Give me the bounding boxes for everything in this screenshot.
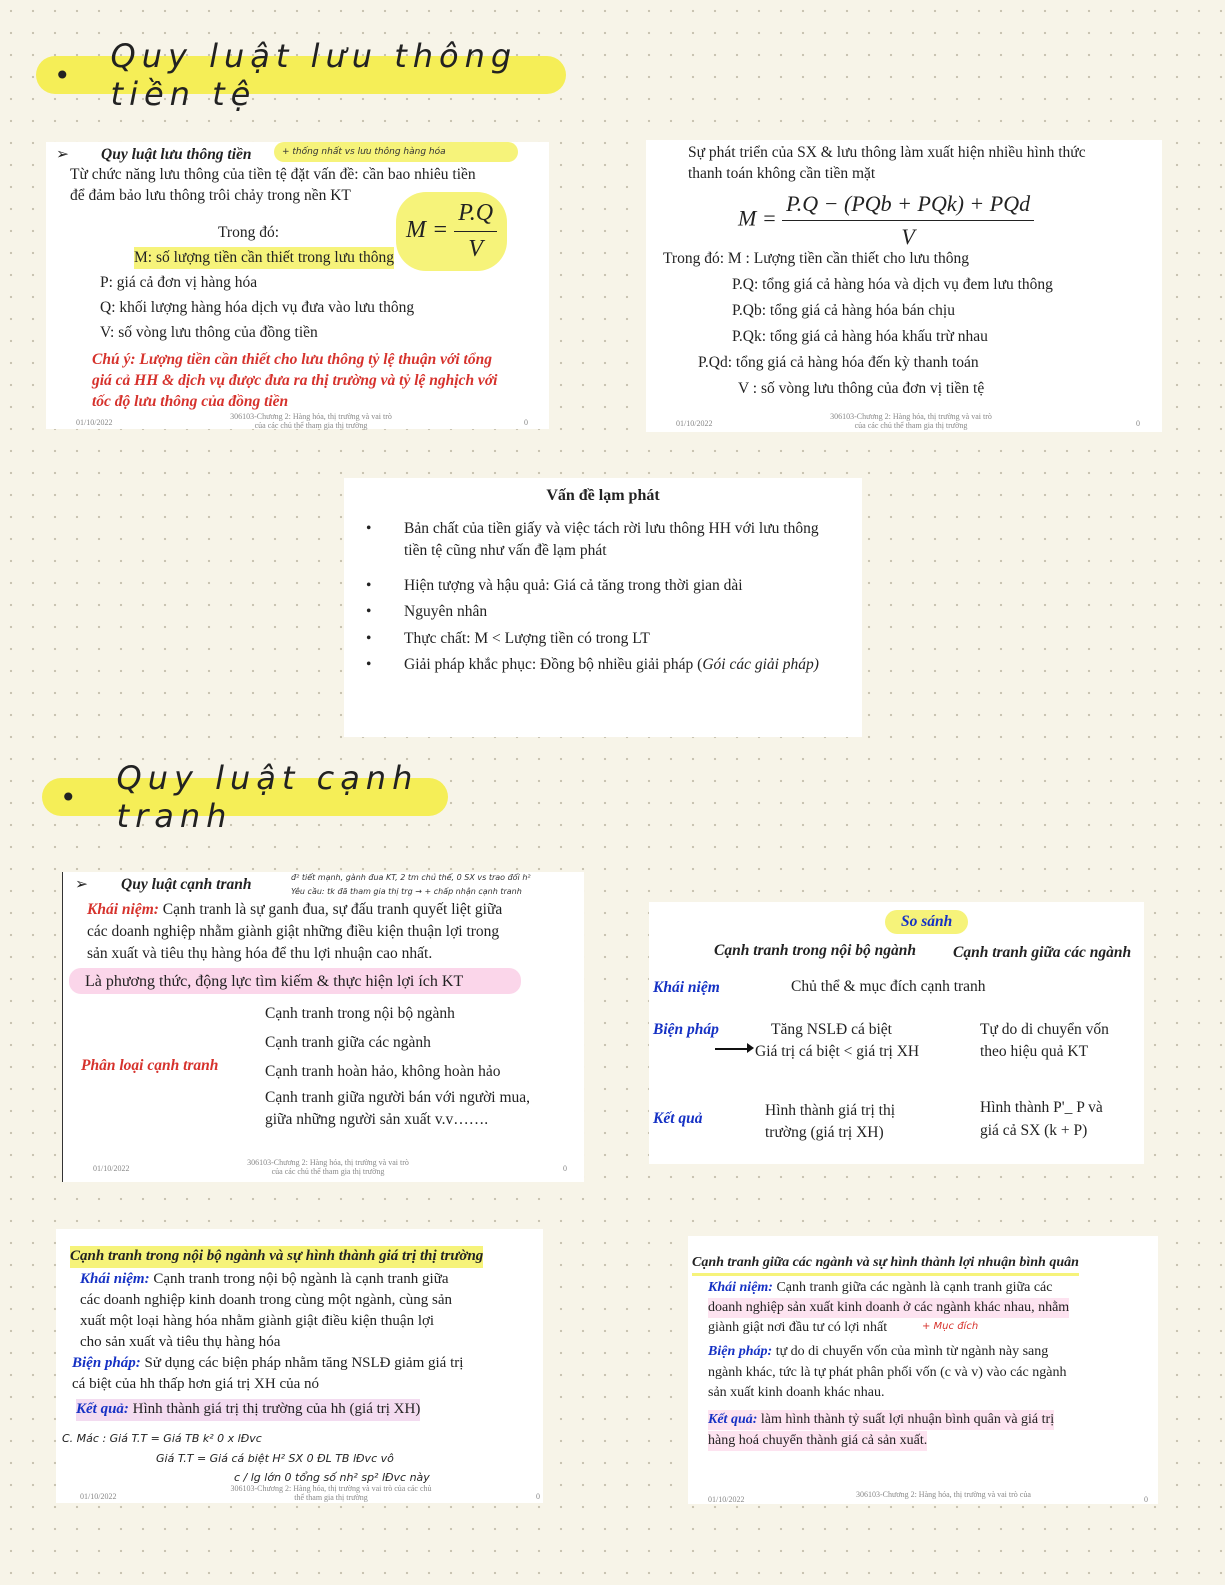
row-text: Tăng NSLĐ cá biệt — [771, 1021, 892, 1038]
slide-title: Cạnh tranh giữa các ngành và sự hình thành lợi nhuận bình quân — [692, 1253, 1079, 1276]
footer-date: 01/10/2022 — [93, 1164, 130, 1173]
row-text: trường (giá trị XH) — [765, 1124, 884, 1141]
handwritten-note: c / lg lớn 0 tổng số nh² sp² lĐvc này — [234, 1471, 430, 1484]
classification-label: Phân loại cạnh tranh — [81, 1057, 219, 1074]
concept-text: Cạnh tranh là sự ganh đua, sự đấu tranh quyết liệt giữa — [158, 901, 503, 918]
text-line: cho sản xuất và tiêu thụ hàng hóa — [80, 1334, 281, 1350]
classification-item: Cạnh tranh giữa các ngành — [265, 1034, 431, 1051]
concept-label: Khái niệm: — [708, 1280, 773, 1295]
bullet-item — [344, 654, 844, 676]
row-text: Giá trị cá biệt < giá trị XH — [755, 1043, 920, 1060]
concept-line — [80, 1269, 449, 1291]
measure-label: Biện pháp: — [708, 1344, 773, 1359]
formula-denominator: V — [468, 235, 483, 262]
note-red: tốc độ lưu thông của đồng tiền — [92, 393, 289, 410]
definition: P.Q: tổng giá cả hàng hóa và dịch vụ đem lưu thông — [732, 276, 1053, 293]
formula-fraction — [454, 196, 497, 267]
arrow-line — [715, 1048, 749, 1050]
slide-title: Quy luật lưu thông tiền — [101, 146, 252, 163]
handwritten-note: Giá T.T = Giá cá biệt H² SX 0 ĐL TB lĐvc vô — [156, 1452, 394, 1465]
formula-numerator: P.Q — [454, 196, 497, 232]
bullet-item: • Thực chất: M < Lượng tiền có trong LT — [344, 628, 844, 650]
definition: Trong đó: M : Lượng tiền cần thiết cho lưu thông — [663, 250, 969, 267]
arrow-icon: ➢ — [56, 146, 69, 163]
note-red: giá cả HH & dịch vụ được đưa ra thị trường và tỷ lệ nghịch với — [92, 372, 498, 389]
bullet-item: • Nguyên nhân — [344, 601, 844, 623]
column-header: Cạnh tranh trong nội bộ ngành — [714, 942, 917, 959]
concept-line — [87, 899, 502, 921]
formula — [396, 192, 507, 271]
row-text: Hình thành giá trị thị — [765, 1102, 896, 1119]
text-line: sản xuất kinh doanh khác nhau. — [708, 1385, 885, 1400]
measure-text: tự do di chuyển vốn của mình từ ngành này sang — [772, 1344, 1049, 1359]
text-line: thanh toán không cần tiền mặt — [688, 165, 876, 182]
section-heading-1 — [36, 37, 566, 113]
footer-num: 0 — [524, 418, 528, 427]
result-text: làm hình thành tỷ suất lợi nhuận bình quân và giá trị — [757, 1412, 1055, 1427]
footer-date: 01/10/2022 — [676, 419, 713, 428]
footer-num: 0 — [536, 1492, 540, 1501]
concept-line — [708, 1278, 1052, 1298]
text-line: cá biệt của hh thấp hơn giá trị XH của nó — [72, 1376, 320, 1392]
arrow-head — [747, 1043, 754, 1053]
definition: V: số vòng lưu thông của đồng tiền — [100, 324, 318, 341]
handwritten-note: C. Mác : Giá T.T = Giá TB k² 0 x lĐvc — [62, 1432, 262, 1445]
definition: P.Qd: tổng giá cả hàng hóa đến kỳ thanh toán — [698, 354, 979, 371]
slide-inflation — [344, 478, 862, 737]
result-line — [708, 1410, 1054, 1430]
slide-inter-industry — [688, 1236, 1158, 1504]
text-line: giành giật nơi đầu tư có lợi nhất — [708, 1320, 888, 1335]
footer-num: 0 — [563, 1164, 567, 1173]
concept-label: Khái niệm: — [80, 1271, 150, 1287]
text-line: sản xuất và tiêu thụ hàng hóa để thu lợi nhuận cao nhất. — [87, 945, 433, 962]
footer-date: 01/10/2022 — [80, 1492, 117, 1501]
bullet-text: Giải pháp khắc phục: Đồng bộ nhiều giải pháp ( — [404, 656, 703, 674]
classification-item: giữa những người sản xuất v.v……. — [265, 1111, 489, 1128]
bullet-dot: • — [60, 780, 77, 814]
result-text: Hình thành giá trị thị trường của hh (giá trị XH) — [128, 1401, 421, 1417]
classification-item: Cạnh tranh trong nội bộ ngành — [265, 1005, 455, 1022]
method-text: Là phương thức, động lực tìm kiếm & thực hiện lợi ích KT — [85, 973, 464, 990]
measure-text: Sử dụng các biện pháp nhằm tăng NSLĐ giảm giá trị — [140, 1355, 464, 1371]
formula-fraction — [782, 188, 1034, 253]
row-text: Tự do di chuyển vốn — [980, 1021, 1109, 1038]
text-line: để đảm bảo lưu thông trôi chảy trong nền KT — [70, 187, 351, 204]
measure-line — [72, 1353, 463, 1375]
slide-title: Quy luật cạnh tranh — [121, 876, 252, 893]
result-label: Kết quả: — [708, 1412, 758, 1427]
slide-comparison — [649, 902, 1144, 1164]
slide-intra-industry — [56, 1229, 543, 1503]
bullet-item: • Hiện tượng và hậu quả: Giá cả tăng trong thời gian dài — [344, 575, 844, 597]
result-label: Kết quả: — [76, 1401, 129, 1417]
slide-money-circulation — [46, 142, 549, 429]
formula-lhs: M = — [406, 216, 449, 243]
bullet-dot: • — [54, 58, 71, 92]
concept-label: Khái niệm: — [87, 901, 159, 918]
formula-numerator: P.Q − (PQb + PQk) + PQd — [782, 188, 1034, 221]
text-line: xuất một loại hàng hóa nhằm giành giật điều kiện thuận lợi — [80, 1313, 435, 1329]
measure-label: Biện pháp: — [72, 1355, 141, 1371]
result-line — [76, 1399, 420, 1421]
row-text: theo hiệu quả KT — [980, 1043, 1089, 1060]
footer-center: 306103-Chương 2: Hàng hóa, thị trường và vai trò của các chủ thể tham gia thị trường — [247, 1158, 409, 1176]
definition: P: giá cả đơn vị hàng hóa — [100, 274, 258, 291]
text-line: các doanh nghiệp nhằm giành giật những điều kiện thuận lợi trong — [87, 923, 500, 940]
row-label: Biện pháp — [653, 1021, 719, 1038]
row-text: giá cả SX (k + P) — [980, 1122, 1088, 1139]
footer-num: 0 — [1144, 1495, 1148, 1504]
heading-text: Quy luật cạnh tranh — [116, 759, 419, 835]
heading-text: Quy luật lưu thông tiền tệ — [110, 37, 518, 113]
classification-item: Cạnh tranh giữa người bán với người mua, — [265, 1089, 531, 1106]
handwritten-note: + Mục đích — [922, 1321, 979, 1332]
comparison-title: So sánh — [885, 910, 968, 934]
footer-center: 306103-Chương 2: Hàng hóa, thị trường và vai trò của các chủ thể tham gia thị trường — [230, 412, 392, 430]
formula — [738, 188, 1034, 253]
definition: Q: khối lượng hàng hóa dịch vụ đưa vào lưu thông — [100, 299, 415, 316]
footer-date: 01/10/2022 — [76, 418, 113, 427]
definition: V : số vòng lưu thông của đơn vị tiền tệ — [738, 380, 985, 397]
text-line: Trong đó: — [218, 224, 280, 241]
text-line: hàng hoá chuyển thành giá cả sản xuất. — [708, 1431, 927, 1451]
text-line: ngành khác, tức là tự phát phân phối vốn (c và v) vào các ngành — [708, 1365, 1067, 1380]
handwritten-note: đ² tiết mạnh, gành đua KT, 2 tm chủ thể, 0 SX vs trao đổi h² — [291, 873, 531, 882]
slide-title: Vấn đề lạm phát — [546, 487, 660, 504]
arrow-icon: ➢ — [75, 876, 88, 893]
text-line: doanh nghiệp sản xuất kinh doanh ở các ngành khác nhau, nhằm — [708, 1298, 1069, 1318]
slide-noncash-payment — [646, 140, 1162, 432]
formula-lhs: M = — [738, 205, 777, 231]
bullet-list — [344, 518, 844, 681]
row-label: Khái niệm — [653, 979, 720, 996]
handwritten-note: + thống nhất vs lưu thông hàng hóa — [274, 142, 518, 162]
row-label: Kết quả — [653, 1110, 703, 1127]
concept-text: Cạnh tranh giữa các ngành là cạnh tranh giữa các — [772, 1280, 1053, 1295]
definition: P.Qb: tổng giá cả hàng hóa bán chịu — [732, 302, 955, 319]
footer-center: 306103-Chương 2: Hàng hóa, thị trường và vai trò của các chủ thể tham gia thị trường — [230, 1484, 432, 1502]
slide-title: Cạnh tranh trong nội bộ ngành và sự hình thành giá trị thị trường — [70, 1246, 483, 1268]
row-text: Chủ thể & mục đích cạnh tranh — [791, 978, 986, 995]
column-header: Cạnh tranh giữa các ngành — [953, 944, 1132, 961]
measure-line — [708, 1342, 1048, 1362]
bullet-text-italic: Gói các giải pháp) — [702, 656, 819, 674]
text-line: Từ chức năng lưu thông của tiền tệ đặt vấn đề: cần bao nhiêu tiền — [70, 166, 476, 183]
concept-text: Cạnh tranh trong nội bộ ngành là cạnh tranh giữa — [149, 1271, 449, 1287]
footer-date: 01/10/2022 — [708, 1495, 745, 1504]
handwritten-note: Yêu cầu: tk đã tham gia thị trg → + chấp nhận cạnh tranh — [291, 887, 522, 896]
footer-num: 0 — [1136, 419, 1140, 428]
definition: P.Qk: tổng giá cả hàng hóa khấu trừ nhau — [732, 328, 988, 345]
formula-denominator: V — [901, 223, 915, 249]
bullet-item: • Bản chất của tiền giấy và việc tách rời lưu thông HH với lưu thông tiền tệ cũng như vấn đề lạm phát — [344, 518, 844, 563]
note-red: Chú ý: Lượng tiền cần thiết cho lưu thông tỷ lệ thuận với tổng — [92, 351, 492, 368]
slide-competition — [62, 872, 584, 1182]
text-line: các doanh nghiệp kinh doanh trong cùng một ngành, cùng sản — [80, 1292, 452, 1308]
text-line: Sự phát triển của SX & lưu thông làm xuất hiện nhiều hình thức — [688, 144, 1086, 161]
row-text: Hình thành P'_ P và — [980, 1099, 1103, 1116]
classification-item: Cạnh tranh hoàn hảo, không hoàn hảo — [265, 1063, 501, 1080]
definition: M: số lượng tiền cần thiết trong lưu thông — [134, 247, 394, 269]
section-heading-2 — [42, 759, 448, 835]
footer-center: 306103-Chương 2: Hàng hóa, thị trường và vai trò của các chủ thể tham gia thị trường — [830, 412, 992, 430]
footer-center: 306103-Chương 2: Hàng hóa, thị trường và vai trò của — [856, 1490, 1031, 1499]
